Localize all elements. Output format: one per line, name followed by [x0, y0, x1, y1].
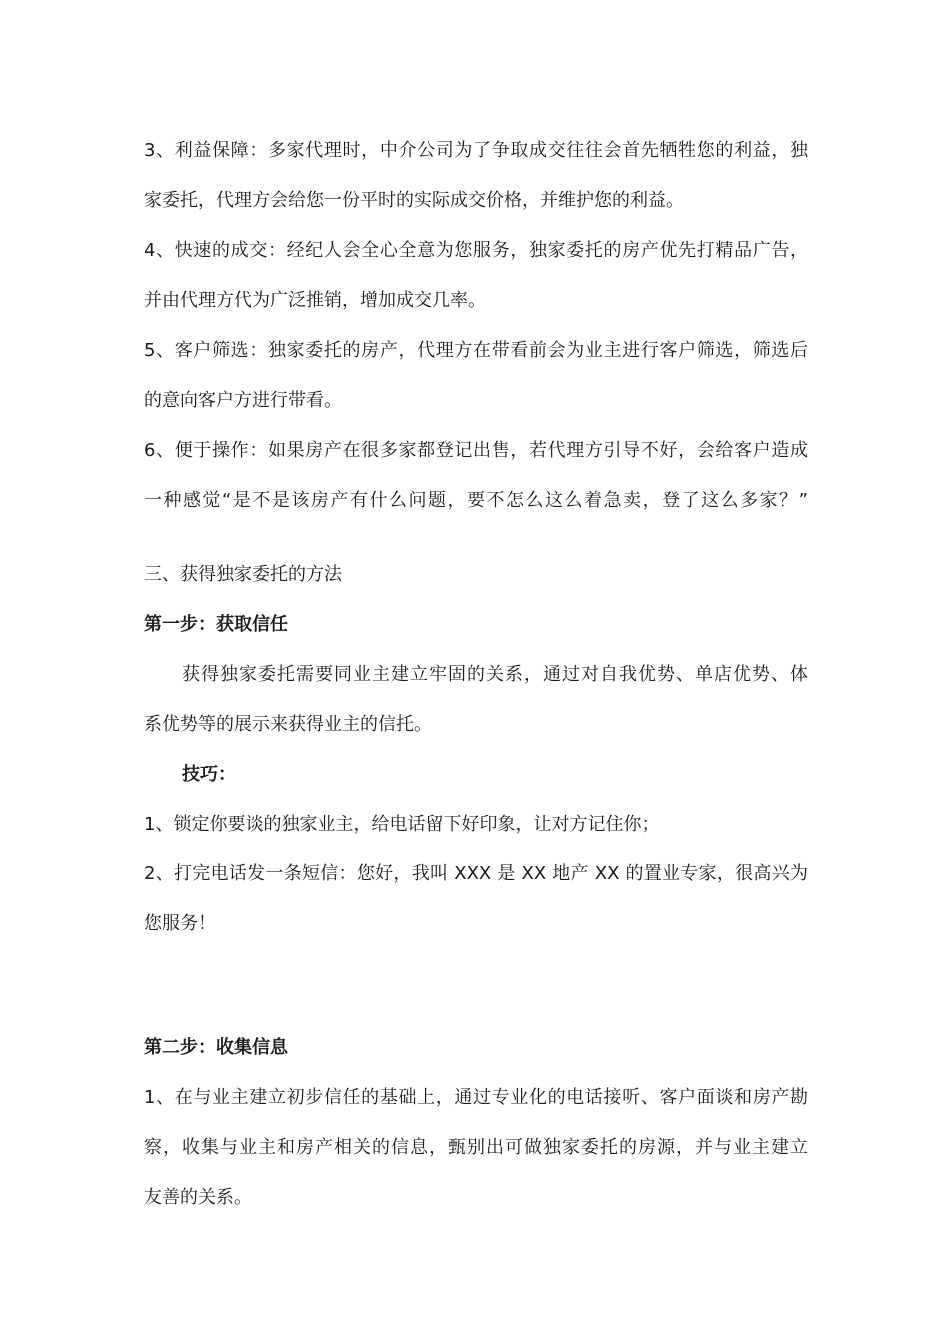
tip-2-line-2: 您服务！ [144, 913, 216, 934]
tips-heading: 技巧： [182, 764, 236, 785]
section-heading: 三、获得独家委托的方法 [144, 564, 342, 585]
step-1-paragraph-line-2: 系优势等的展示来获得业主的信托。 [144, 714, 432, 735]
step-2-item-1-line-2: 察，收集与业主和房产相关的信息，甄别出可做独家委托的房源，并与业主建立 [144, 1137, 808, 1158]
step-1-heading: 第一步：获取信任 [144, 614, 288, 635]
benefit-5-line-2: 的意向客户方进行带看。 [144, 390, 342, 411]
benefit-6-line-1: 6、便于操作：如果房产在很多家都登记出售，若代理方引导不好，会给客户造成 [144, 440, 808, 461]
step-2-item-1-line-1: 1、在与业主建立初步信任的基础上，通过专业化的电话接听、客户面谈和房产勘 [144, 1087, 808, 1108]
benefit-6-line-2: 一种感觉“是不是该房产有什么问题，要不怎么这么着急卖，登了这么多家？” [144, 490, 808, 511]
benefit-3-line-1: 3、利益保障：多家代理时，中介公司为了争取成交往往会首先牺牲您的利益，独 [144, 140, 808, 161]
tip-2-line-1: 2、打完电话发一条短信：您好，我叫 XXX 是 XX 地产 XX 的置业专家，很高兴为 [144, 863, 808, 884]
tip-1-line: 1、锁定你要谈的独家业主，给电话留下好印象，让对方记住你； [144, 814, 660, 835]
benefit-5-line-1: 5、客户筛选：独家委托的房产，代理方在带看前会为业主进行客户筛选，筛选后 [144, 340, 808, 361]
benefit-3-line-2: 家委托，代理方会给您一份平时的实际成交价格，并维护您的利益。 [144, 190, 684, 211]
benefit-4-line-2: 并由代理方代为广泛推销，增加成交几率。 [144, 290, 486, 311]
step-1-paragraph-line-1: 获得独家委托需要同业主建立牢固的关系，通过对自我优势、单店优势、体 [182, 664, 808, 685]
step-2-heading: 第二步：收集信息 [144, 1037, 288, 1058]
benefit-4-line-1: 4、快速的成交：经纪人会全心全意为您服务，独家委托的房产优先打精品广告， [144, 240, 808, 261]
step-2-item-1-line-3: 友善的关系。 [144, 1187, 252, 1208]
